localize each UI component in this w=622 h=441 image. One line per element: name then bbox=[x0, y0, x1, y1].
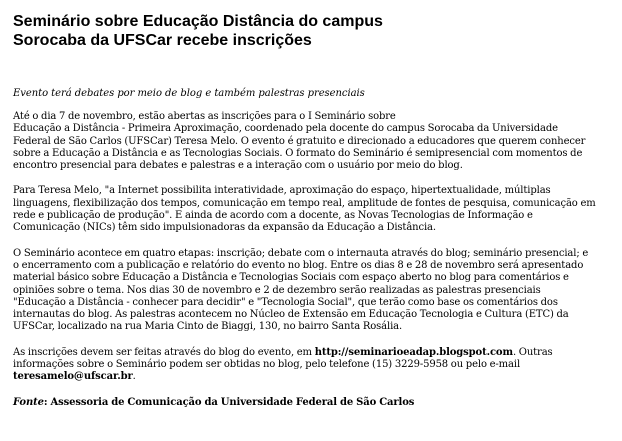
registration-text: As inscrições devem ser feitas através do blog do evento, em bbox=[13, 346, 315, 358]
paragraph-line: Comunicação (NICs) têm sido impulsionadoras da expansão da Educação a Distância. bbox=[13, 222, 436, 234]
paragraph-line: Para Teresa Melo, "a Internet possibilita interatividade, aproximação do espaço, hipertextualidade, múltiplas bbox=[13, 185, 551, 197]
source-credit bbox=[13, 397, 613, 409]
article-subtitle: Evento terá debates por meio de blog e também palestras presenciais bbox=[13, 88, 365, 99]
paragraph-line: material básico sobre Educação a Distância e Tecnologias Sociais com espaço aberto no blog para comentários e bbox=[13, 272, 569, 284]
article bbox=[13, 12, 613, 409]
article-title bbox=[13, 12, 613, 50]
paragraph-line bbox=[13, 371, 613, 383]
paragraph-line bbox=[13, 347, 613, 359]
paragraph-line: O Seminário acontece em quatro etapas: inscrição; debate com o internauta através do blog; seminário presencial; e bbox=[13, 247, 589, 259]
source-label: Fonte bbox=[13, 396, 44, 408]
email-trailing-period: . bbox=[132, 371, 136, 383]
article-title-line-2: Sorocaba da UFSCar recebe inscrições bbox=[13, 32, 312, 49]
registration-text-after-link: . Outras bbox=[512, 346, 553, 358]
paragraph-line: Educação a Distância - Primeira Aproximação, coordenado pela docente do campus Sorocaba da Universidade bbox=[13, 123, 558, 135]
source-text: Assessoria de Comunicação da Universidade Federal de São Carlos bbox=[50, 396, 415, 408]
paragraph-line: "Educação a Distância - conhecer para decidir" e "Tecnologia Social", que terão como base os comentários dos bbox=[13, 296, 558, 308]
paragraph-line: sobre a Educação a Distância e as Tecnologias Sociais. O formato do Seminário é semipresencial com momentos de bbox=[13, 147, 583, 159]
paragraph-intro bbox=[13, 111, 613, 172]
paragraph-quote bbox=[13, 185, 613, 234]
paragraph-registration bbox=[13, 347, 613, 384]
paragraph-line: encontro presencial para debates e palestras e a interação com o usuário por meio do blog. bbox=[13, 160, 463, 172]
paragraph-line: Até o dia 7 de novembro, estão abertas as inscrições para o I Seminário sobre bbox=[13, 111, 396, 122]
source-line bbox=[13, 397, 613, 409]
article-title-line-1: Seminário sobre Educação Distância do campus bbox=[13, 13, 383, 30]
source-separator: : bbox=[43, 396, 51, 408]
paragraph-line: internautas do blog. As palestras acontecem no Núcleo de Extensão em Educação Tecnologia e Cultura (ETC) da bbox=[13, 309, 569, 321]
blog-link[interactable]: http://seminarioeadap.blogspot.com bbox=[314, 346, 513, 358]
paragraph-line: rede e publicação de produção". E ainda de acordo com a docente, as Novas Tecnologias de Informação e bbox=[13, 210, 533, 222]
paragraph-line: opiniões sobre o tema. Nos dias 30 de novembro e 2 de dezembro serão realizadas as palestras presenciais bbox=[13, 284, 541, 296]
email-link[interactable]: teresamelo@ufscar.br bbox=[13, 371, 133, 383]
paragraph-line: linguagens, flexibilização dos tempos, comunicação em tempo real, amplitude de fontes de pesquisa, comunicação em bbox=[13, 197, 596, 209]
paragraph-stages bbox=[13, 248, 613, 334]
paragraph-line: informações sobre o Seminário podem ser obtidas no blog, pelo telefone (15) 3229-5958 ou pelo e-mail bbox=[13, 359, 521, 371]
paragraph-line: o encerramento com a publicação e relatório do evento no blog. Entre os dias 8 e 28 de novembro será apresentado bbox=[13, 259, 584, 271]
paragraph-line: UFSCar, localizado na rua Maria Cinto de Biaggi, 130, no bairro Santa Rosália. bbox=[13, 321, 403, 333]
paragraph-line: Federal de São Carlos (UFSCar) Teresa Melo. O evento é gratuito e direcionado a educadores que querem conhecer bbox=[13, 135, 586, 147]
